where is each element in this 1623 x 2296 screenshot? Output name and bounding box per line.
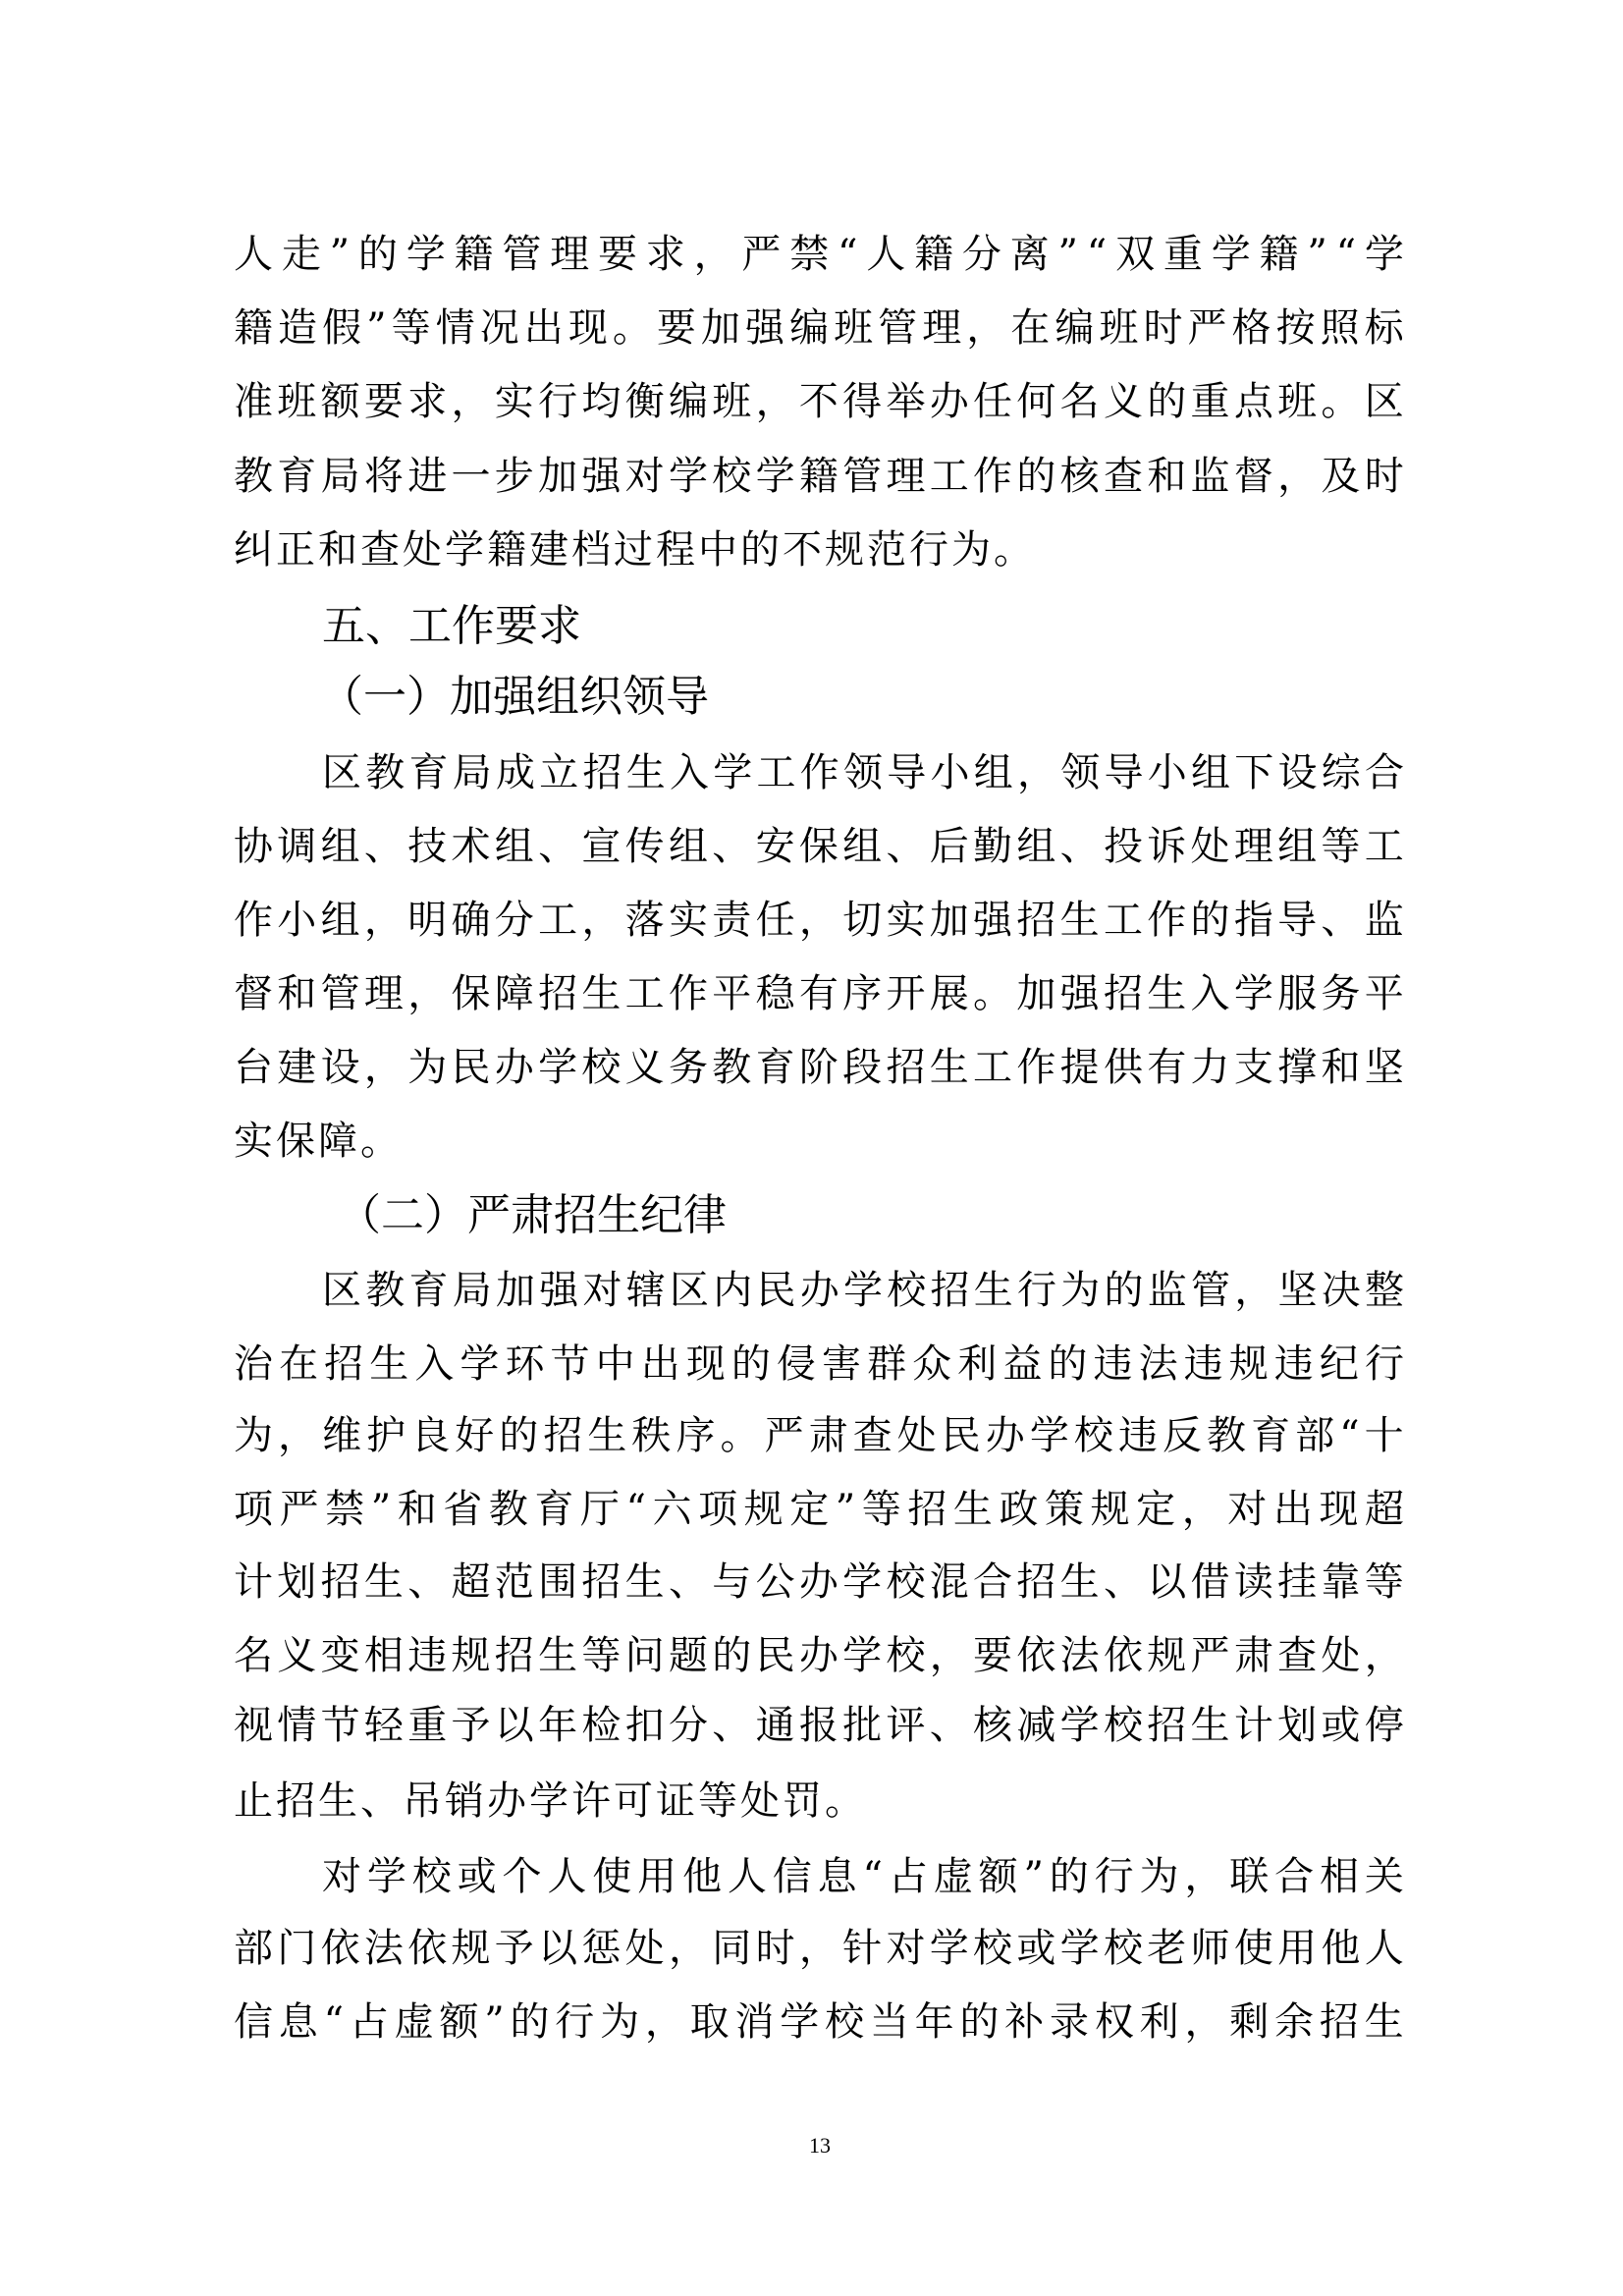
section-heading: 五、工作要求 bbox=[322, 602, 581, 650]
paragraph-line: 纠正和查处学籍建档过程中的不规范行为。 bbox=[234, 527, 1036, 573]
paragraph-line: 部 门 依 法 依 规 予 以 惩 处 ， 同 时 ， 针 对 学 校 或 学 校 老 师 使 用 他 人 bbox=[234, 1926, 1404, 1971]
subsection-heading: （一）加强组织领导 bbox=[320, 673, 709, 721]
paragraph-line: 人 走 ” 的 学 籍 管 理 要 求 ， 严 禁 “ 人 籍 分 离 ” “ 双 重 学 籍 ” “ 学 bbox=[234, 232, 1404, 277]
paragraph-line: 实保障。 bbox=[234, 1119, 403, 1164]
paragraph-line: 区 教 育 局 加 强 对 辖 区 内 民 办 学 校 招 生 行 为 的 监 管 ， 坚 决 整 bbox=[322, 1268, 1404, 1313]
paragraph-line: 名 义 变 相 违 规 招 生 等 问 题 的 民 办 学 校 ， 要 依 法 依 规 严 肃 查 处 ， bbox=[234, 1633, 1404, 1678]
paragraph-line: 台 建 设 ， 为 民 办 学 校 义 务 教 育 阶 段 招 生 工 作 提 供 有 力 支 撑 和 坚 bbox=[234, 1045, 1404, 1090]
paragraph-line: 籍 造 假 ” 等 情 况 出 现 。 要 加 强 编 班 管 理 ， 在 编 班 时 严 格 按 照 标 bbox=[234, 305, 1404, 351]
paragraph-line: 督 和 管 理 ， 保 障 招 生 工 作 平 稳 有 序 开 展 。 加 强 招 生 入 学 服 务 平 bbox=[234, 971, 1404, 1016]
paragraph-line: 治 在 招 生 入 学 环 节 中 出 现 的 侵 害 群 众 利 益 的 违 法 违 规 违 纪 行 bbox=[234, 1341, 1404, 1387]
paragraph-line: 准 班 额 要 求 ， 实 行 均 衡 编 班 ， 不 得 举 办 任 何 名 义 的 重 点 班 。 区 bbox=[234, 379, 1404, 424]
paragraph-line: 区 教 育 局 成 立 招 生 入 学 工 作 领 导 小 组 ， 领 导 小 组 下 设 综 合 bbox=[322, 750, 1404, 795]
paragraph-line: 项 严 禁 ” 和 省 教 育 厅 “ 六 项 规 定 ” 等 招 生 政 策 规 定 ， 对 出 现 超 bbox=[234, 1487, 1404, 1532]
page-number: 13 bbox=[809, 2133, 831, 2158]
paragraph-line: 视 情 节 轻 重 予 以 年 检 扣 分 、 通 报 批 评 、 核 减 学 校 招 生 计 划 或 停 bbox=[234, 1703, 1404, 1748]
paragraph-line: 计 划 招 生 、 超 范 围 招 生 、 与 公 办 学 校 混 合 招 生 、 以 借 读 挂 靠 等 bbox=[234, 1559, 1404, 1605]
paragraph-line: 对 学 校 或 个 人 使 用 他 人 信 息 “ 占 虚 额 ” 的 行 为 ， 联 合 相 关 bbox=[322, 1854, 1404, 1899]
paragraph-line: 止招生、吊销办学许可证等处罚。 bbox=[234, 1778, 867, 1824]
paragraph-line: 为 ， 维 护 良 好 的 招 生 秩 序 。 严 肃 查 处 民 办 学 校 违 反 教 育 部 “ 十 bbox=[234, 1413, 1404, 1458]
paragraph-line: 协 调 组 、 技 术 组 、 宣 传 组 、 安 保 组 、 后 勤 组 、 投 诉 处 理 组 等 工 bbox=[234, 824, 1404, 869]
paragraph-line: 信 息 “ 占 虚 额 ” 的 行 为 ， 取 消 学 校 当 年 的 补 录 权 利 ， 剩 余 招 生 bbox=[234, 1999, 1404, 2045]
paragraph-line: 作 小 组 ， 明 确 分 工 ， 落 实 责 任 ， 切 实 加 强 招 生 工 作 的 指 导 、 监 bbox=[234, 898, 1404, 943]
paragraph-line: 教 育 局 将 进 一 步 加 强 对 学 校 学 籍 管 理 工 作 的 核 查 和 监 督 ， 及 时 bbox=[234, 454, 1404, 499]
subsection-heading: （二）严肃招生纪律 bbox=[338, 1191, 727, 1239]
